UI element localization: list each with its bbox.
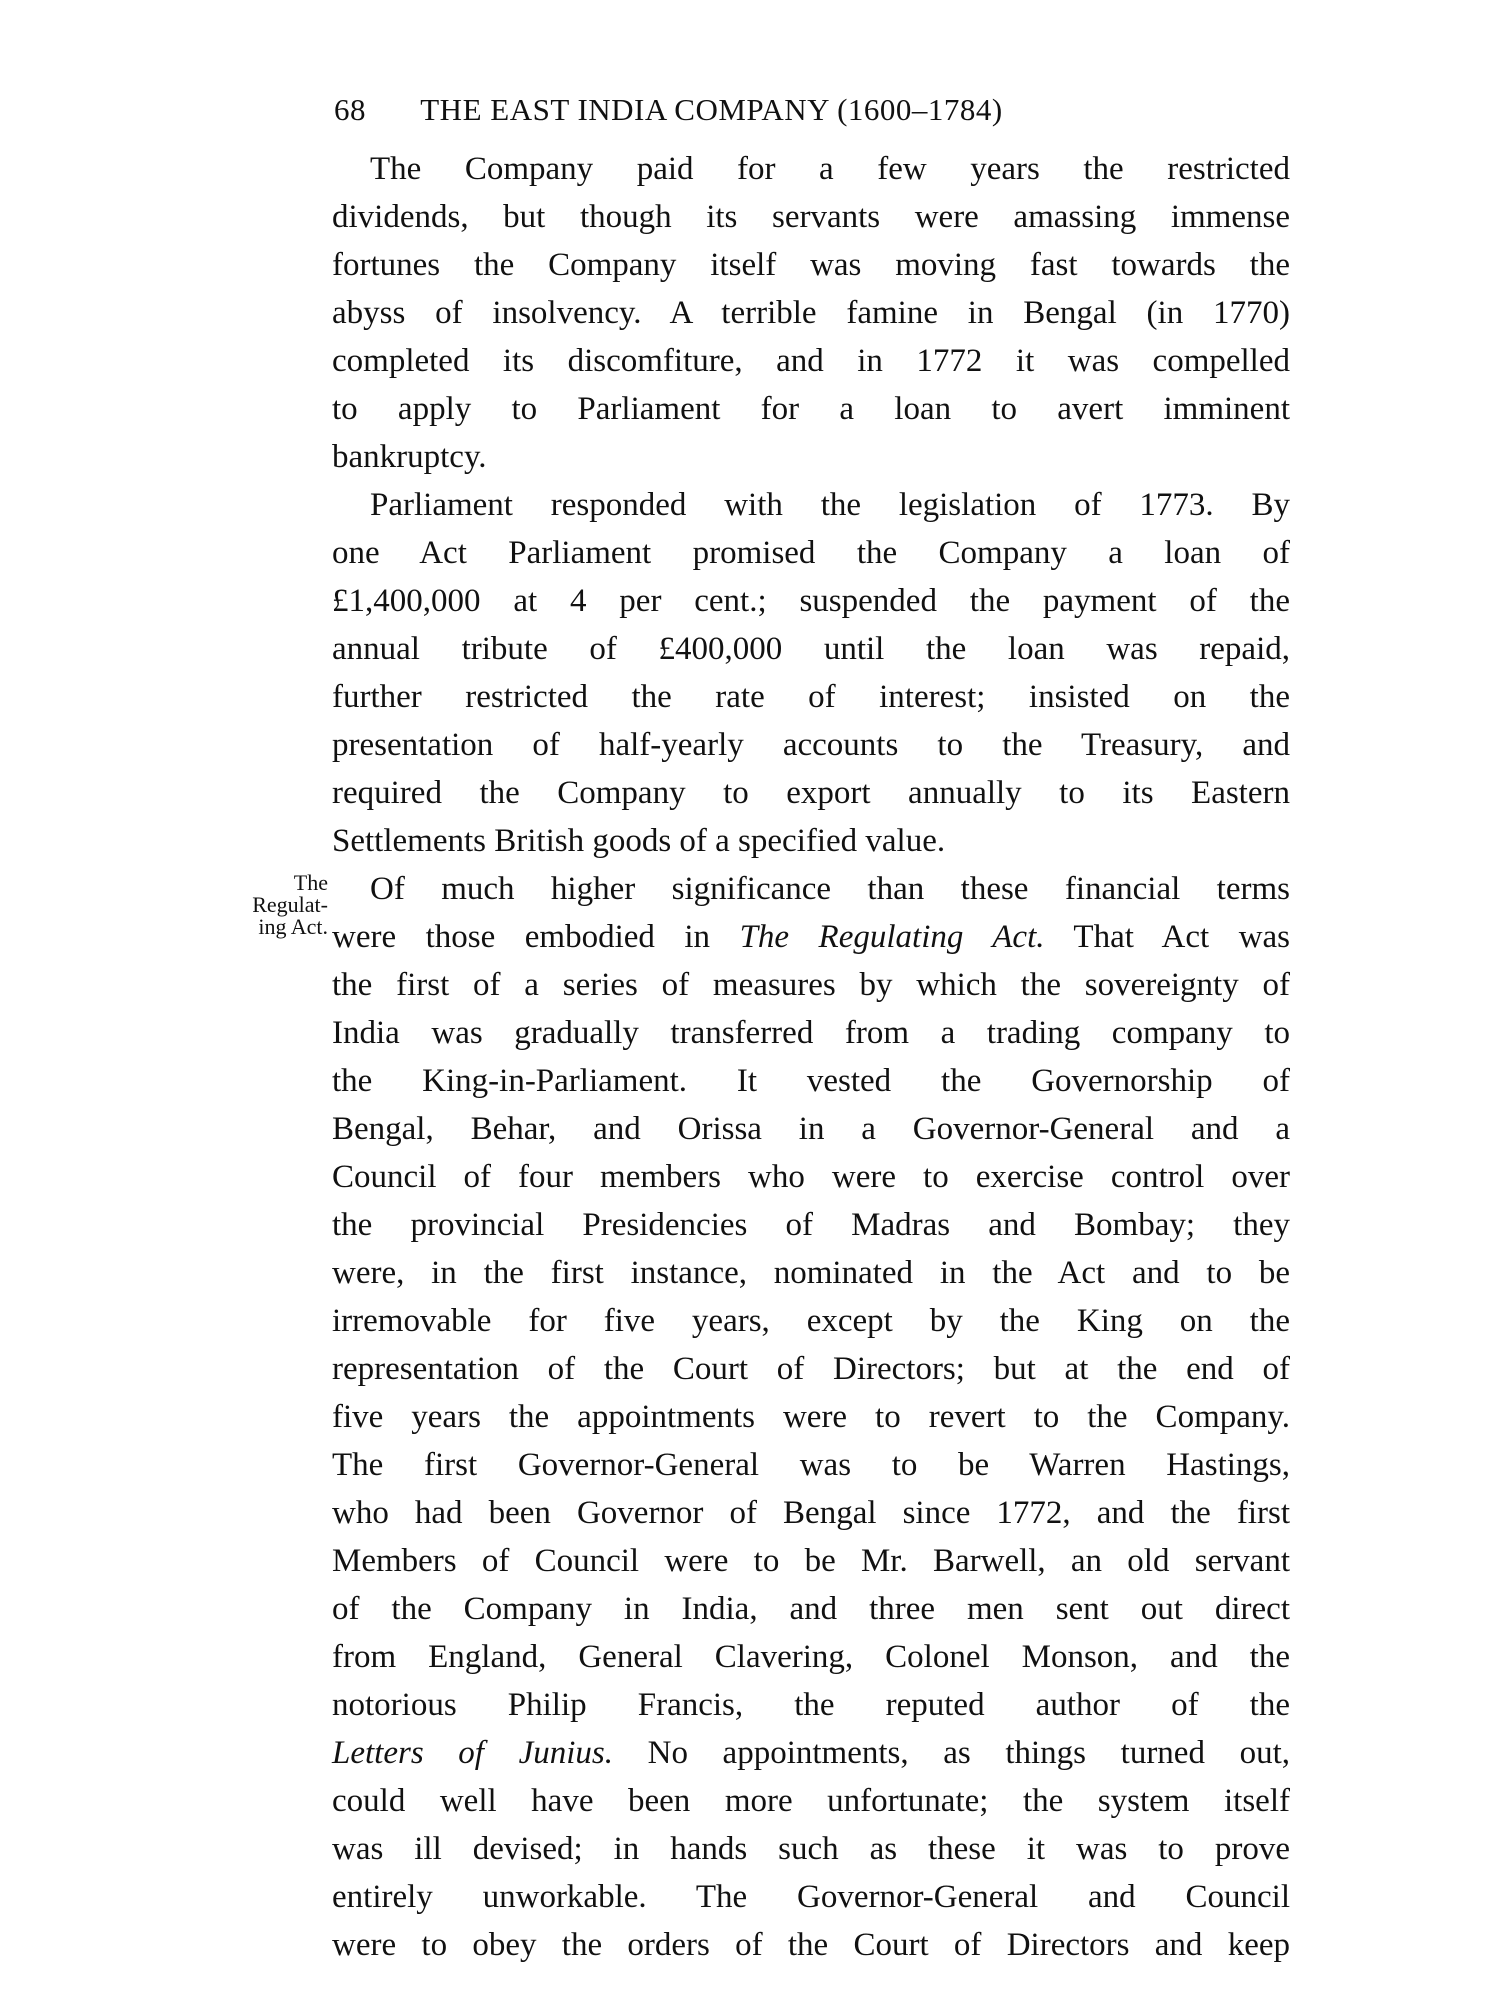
margin-note-line: Regulat- xyxy=(252,892,328,917)
text-line: fortunes the Company itself was moving fast towards the xyxy=(332,247,1290,283)
text-line: Parliament responded with the legislation of 1773. By xyxy=(370,487,1290,523)
text-line: the King-in-Parliament. It vested the Governorship of xyxy=(332,1063,1290,1099)
text-line: of the Company in India, and three men sent out direct xyxy=(332,1591,1290,1627)
text-line: from England, General Clavering, Colonel Monson, and the xyxy=(332,1639,1290,1675)
text-segment: That Act was xyxy=(1073,919,1291,955)
text-line: one Act Parliament promised the Company a loan of xyxy=(332,535,1290,571)
text-line: abyss of insolvency. A terrible famine in Bengal (in 1770) xyxy=(332,295,1290,331)
text-line: the provincial Presidencies of Madras and Bombay; they xyxy=(332,1207,1290,1243)
text-line: were to obey the orders of the Court of Directors and keep xyxy=(332,1927,1290,1963)
text-line: required the Company to export annually to its Eastern xyxy=(332,775,1290,811)
page-number: 68 xyxy=(334,92,366,127)
margin-note xyxy=(200,872,328,938)
text-line: was ill devised; in hands such as these it was to prove xyxy=(332,1831,1290,1867)
text-line: entirely unworkable. The Governor-General and Council xyxy=(332,1879,1290,1915)
text-line: dividends, but though its servants were amassing immense xyxy=(332,199,1290,235)
text-line: were, in the first instance, nominated in the Act and to be xyxy=(332,1255,1290,1291)
text-line: Bengal, Behar, and Orissa in a Governor-General and a xyxy=(332,1111,1290,1147)
italic-title: The Regulating Act. xyxy=(739,919,1045,955)
book-title: THE EAST INDIA COMPANY (1600–1784) xyxy=(420,92,1003,127)
text-line: irremovable for five years, except by the King on the xyxy=(332,1303,1290,1339)
text-line: the first of a series of measures by which the sovereignty of xyxy=(332,967,1290,1003)
text-segment: were those embodied in xyxy=(332,919,711,955)
text-line: The Company paid for a few years the restricted xyxy=(370,151,1290,187)
text-line: presentation of half-yearly accounts to the Treasury, and xyxy=(332,727,1290,763)
text-line: to apply to Parliament for a loan to avert imminent xyxy=(332,391,1290,427)
text-segment: No appointments, as things turned out, xyxy=(647,1735,1290,1771)
running-head xyxy=(334,92,1294,140)
text-line: £1,400,000 at 4 per cent.; suspended the payment of the xyxy=(332,583,1290,619)
text-line: notorious Philip Francis, the reputed author of the xyxy=(332,1687,1290,1723)
text-line: Members of Council were to be Mr. Barwell, an old servant xyxy=(332,1543,1290,1579)
text-line: five years the appointments were to revert to the Company. xyxy=(332,1399,1290,1435)
text-line: bankruptcy. xyxy=(332,439,487,475)
text-line: The first Governor-General was to be Warren Hastings, xyxy=(332,1447,1290,1483)
text-line: Council of four members who were to exercise control over xyxy=(332,1159,1290,1195)
margin-note-line: The xyxy=(293,870,328,895)
text-line: Settlements British goods of a specified value. xyxy=(332,823,946,859)
italic-title: Letters of Junius. xyxy=(332,1735,613,1771)
text-line: Of much higher significance than these financial terms xyxy=(370,871,1290,907)
text-line: completed its discomfiture, and in 1772 it was compelled xyxy=(332,343,1290,379)
text-line: India was gradually transferred from a trading company to xyxy=(332,1015,1290,1051)
text-line: representation of the Court of Directors; but at the end of xyxy=(332,1351,1290,1387)
margin-note-line: ing Act. xyxy=(258,914,328,939)
body-text xyxy=(332,145,1290,1969)
text-line: who had been Governor of Bengal since 1772, and the first xyxy=(332,1495,1290,1531)
text-line: annual tribute of £400,000 until the loan was repaid, xyxy=(332,631,1290,667)
text-line: could well have been more unfortunate; the system itself xyxy=(332,1783,1290,1819)
text-line: further restricted the rate of interest; insisted on the xyxy=(332,679,1290,715)
text-line xyxy=(332,1729,1290,1777)
text-line xyxy=(332,913,1290,961)
